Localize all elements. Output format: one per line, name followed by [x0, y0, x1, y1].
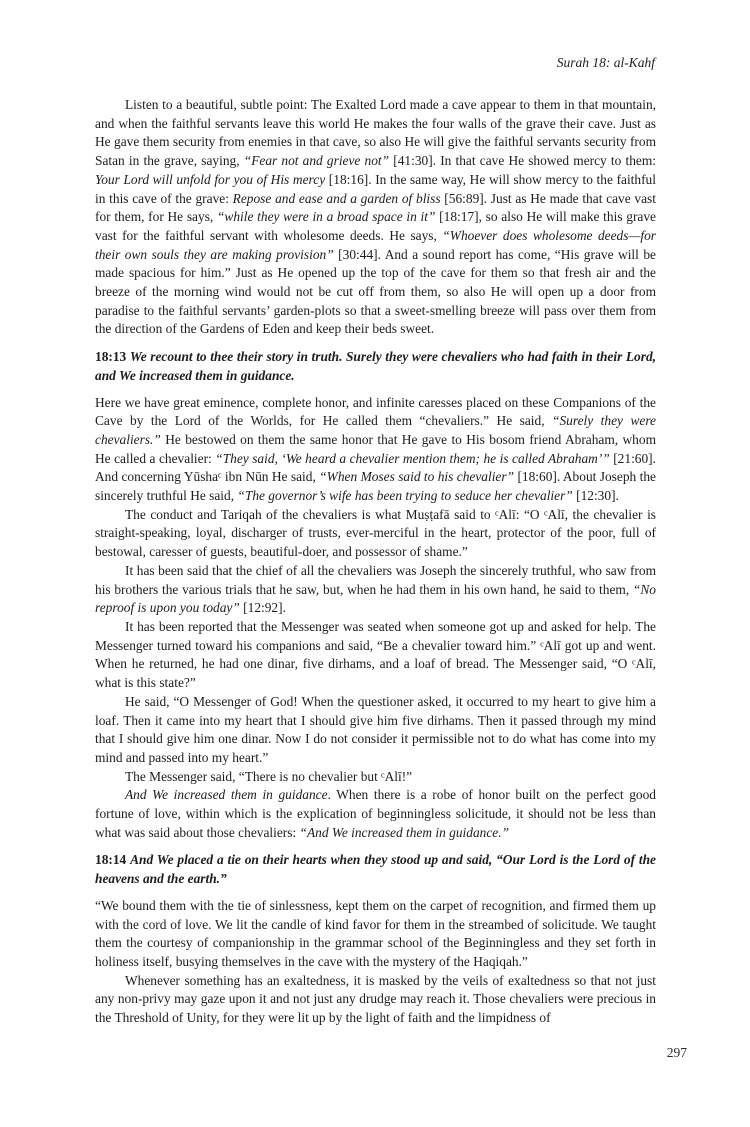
text-segment: Repose and ease and a garden of bliss [232, 190, 441, 206]
paragraph [95, 618, 656, 693]
text-segment: The conduct and Tariqah of the chevaliers is what Muṣṭafā said to ᶜAlī: “O ᶜAlī, the chevalier is straight-speaking, loyal, discharger of trusts, ever-merciful in the heart, protector of the poor, full of bestowal, caresser of guests, beautiful-doer, and possessor of shame.” [95, 506, 656, 560]
text-segment: [18:16]. In the same way, He will show mercy to the faithful in this cave of the grave: [95, 171, 656, 206]
text-segment: And We placed a tie on their hearts when they stood up and said, “Our Lord is the Lord of the heavens and the earth.” [95, 852, 656, 887]
paragraph [95, 693, 656, 768]
paragraph [95, 897, 656, 972]
text-segment: The Messenger said, “There is no chevalier but ᶜAlī!” [125, 768, 413, 784]
text-segment: 18:14 [95, 852, 131, 868]
paragraph [95, 394, 656, 506]
page-number: 297 [666, 1045, 687, 1060]
text-segment: [56:89]. Just as He made that cave vast for them, for He says, [95, 190, 656, 225]
text-segment: “Surely they were chevaliers.” [95, 413, 656, 447]
text-segment: And We increased them in guidance [125, 787, 328, 803]
text-segment: “No reproof is upon you today” [95, 581, 656, 616]
paragraph [95, 506, 656, 562]
text-segment: Your Lord will unfold for you of His mercy [95, 171, 326, 187]
text-segment: We recount to thee their story in truth. Surely they were chevaliers who had faith in their Lord, and We increased them in guidance. [95, 349, 656, 383]
text-segment: [41:30]. In that cave He showed mercy to them: [389, 153, 656, 169]
page-body [95, 96, 656, 1028]
verse-heading [95, 348, 656, 385]
text-segment: “while they were in a broad space in it” [216, 209, 436, 225]
text-segment: “The governor’s wife has been trying to seduce her chevalier” [237, 488, 573, 504]
text-segment: [30:44]. And a sound report has come, “His grave will be made spacious for him.” Just as He opened up the top of the cave for them so that fresh air and the breeze of the morning wind would not be cut off from them, so also He will open up a door from paradise to the faithful servants’ garden-plots so that a sweet-smelling breeze will pass over them from the direction of the Gardens of Eden and keep their beds sweet. [95, 246, 656, 337]
running-header: Surah 18: al-Kahf [556, 55, 655, 70]
text-segment: [21:60]. And concerning Yūshaᶜ ibn Nūn He said, [95, 450, 656, 485]
text-segment: It has been said that the chief of all the chevaliers was Joseph the sincerely truthful, who saw from his brothers the various trials that he saw, but, when he had them in his own hand, he said to them, [95, 562, 656, 597]
paragraph [95, 972, 656, 1028]
text-segment: “They said, ‘We heard a chevalier mention them; he is called Abraham’” [215, 450, 610, 466]
text-segment: “Whoever does wholesome deeds—for their own souls they are making provision” [95, 227, 656, 262]
verse-heading [95, 851, 656, 888]
text-segment: It has been reported that the Messenger was seated when someone got up and asked for help. The Messenger turned toward his companions and said, “Be a chevalier toward him.” ᶜAlī got up and went. When he returned, he had one dinar, five dirhams, and a loaf of bread. The Messenger said, “O ᶜAlī, what is this state?” [95, 618, 656, 691]
text-segment: He bestowed on them the same honor that He gave to His bosom friend Abraham, whom He called a chevalier: [95, 431, 656, 466]
paragraph [95, 562, 656, 618]
paragraph [95, 768, 656, 787]
text-segment: 18:13 [95, 349, 130, 365]
text-segment: . When there is a robe of honor built on the perfect good fortune of love, within which is the explication of beginningless solicitude, it should not be less than what was said about those chevaliers: [95, 787, 656, 840]
text-segment: Listen to a beautiful, subtle point: The Exalted Lord made a cave appear to them in that mountain, and when the faithful servants leave this world He makes the four walls of the grave their cave. Just as He gave them security from enemies in that cave, so also He will give the faithful servants security from Satan in the grave, saying, [95, 97, 656, 169]
text-segment: Whenever something has an exaltedness, it is masked by the veils of exaltedness so that not just any non-privy may gaze upon it and not just any drudge may reach it. Those chevaliers were precious in the Threshold of Unity, for they were lit up by the light of faith and the limpidness of [95, 972, 656, 1026]
text-segment: [12:30]. [572, 488, 619, 504]
text-segment: “When Moses said to his chevalier” [319, 469, 515, 485]
text-segment: [18:17], so also He will make this grave vast for the faithful servant with wholesome deeds. He says, [95, 209, 656, 243]
text-segment: “We bound them with the tie of sinlessness, kept them on the carpet of recognition, and firmed them up with the cord of love. We lit the candle of kind favor for them in the streambed of solicitude. We taught them the courtesy of companionship in the grammar school of the Beginningless and they set forth in holiness itself, busying themselves in the cave with the mystery of the Haqiqah.” [95, 897, 656, 969]
text-segment: “Fear not and grieve not” [243, 153, 390, 169]
text-segment: [12:92]. [239, 600, 286, 616]
text-segment: [18:60]. About Joseph the sincerely truthful He said, [95, 469, 656, 504]
text-segment: “And We increased them in guidance.” [299, 824, 510, 840]
text-segment: Here we have great eminence, complete honor, and infinite caresses placed on these Companions of the Cave by the Lord of the Worlds, for He called them “chevaliers.” He said, [95, 394, 656, 429]
paragraph [95, 786, 656, 842]
paragraph [95, 96, 656, 339]
text-segment: He said, “O Messenger of God! When the questioner asked, it occurred to my heart to give him a loaf. Then it came into my heart that I should give him five dirhams. Then it passed through my mind that I should give him one dinar. Now I do not consider it permissible not to do what has come into my mind and passed into my heart.” [95, 693, 656, 765]
